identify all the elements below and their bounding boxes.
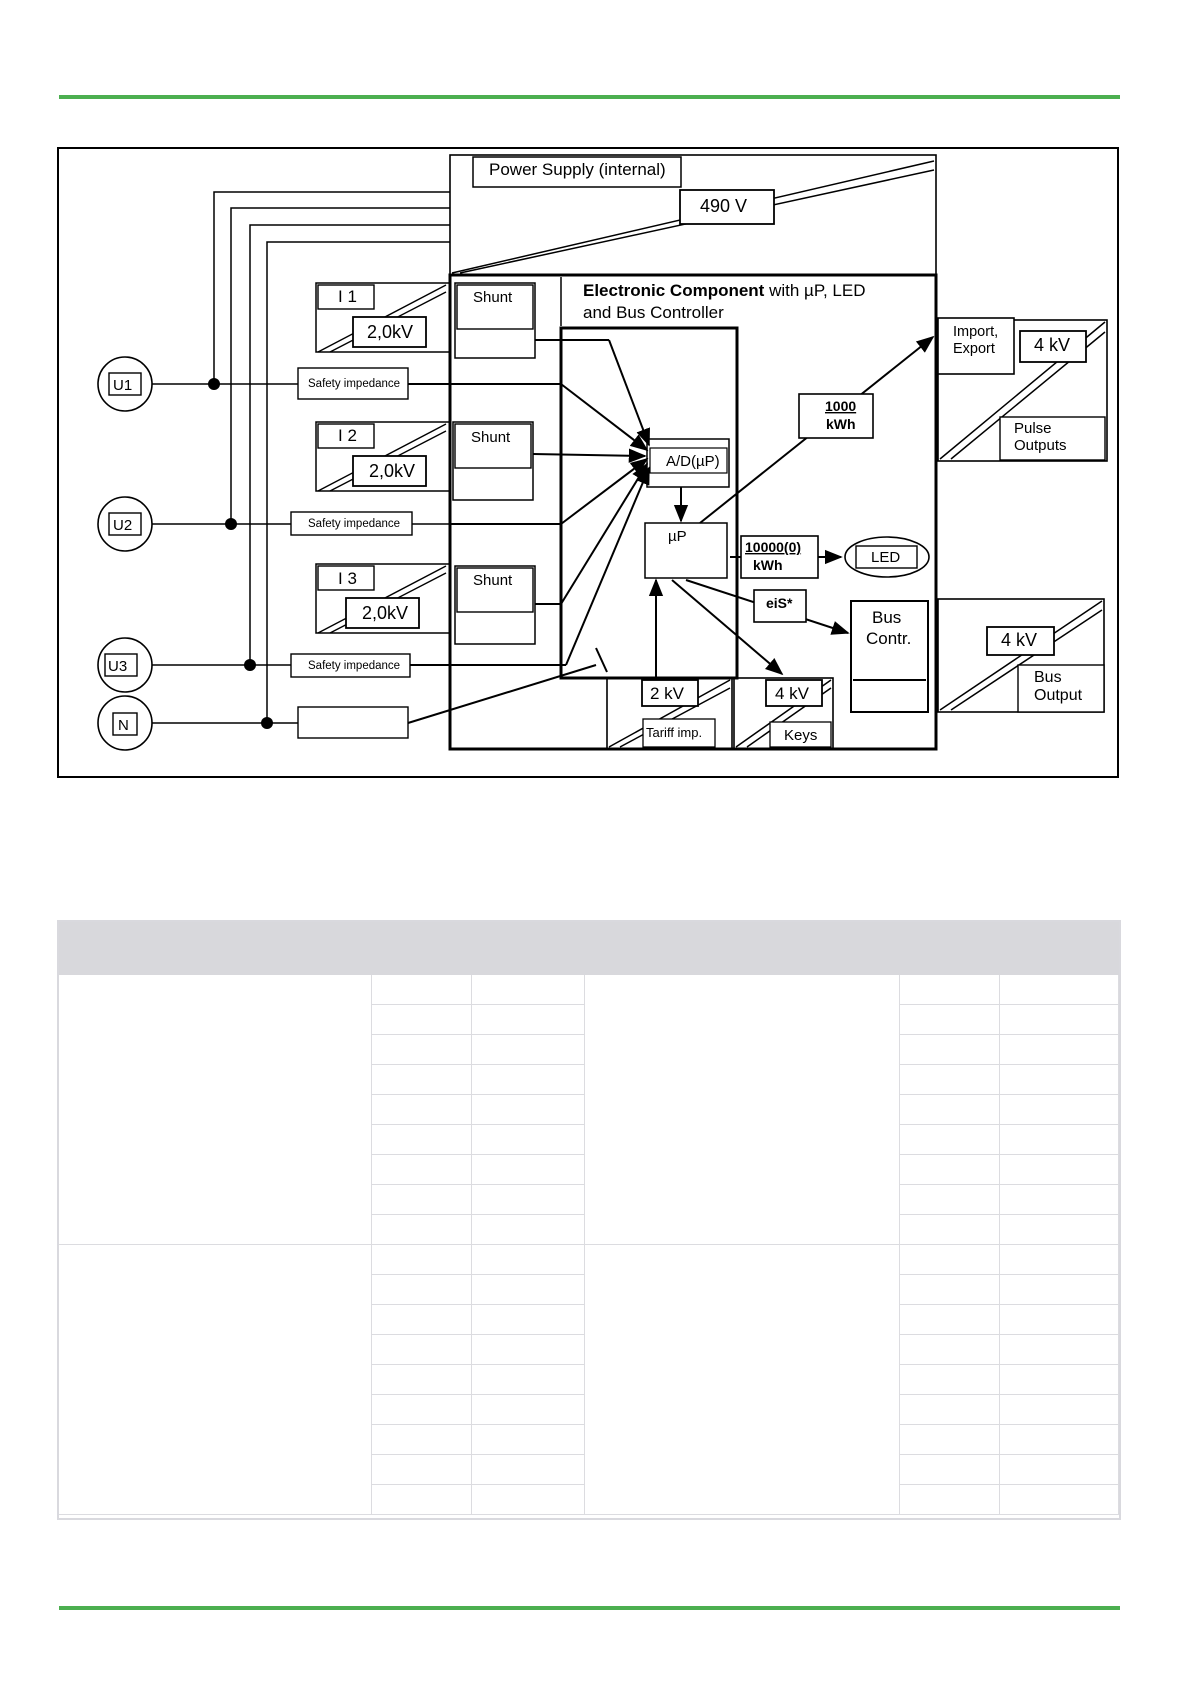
bus-output-label-2: Output	[1034, 687, 1083, 704]
microprocessor-label: µP	[668, 528, 687, 545]
bus-controller	[851, 601, 928, 712]
shunt-label-2: Shunt	[471, 429, 511, 446]
table-cell	[372, 1335, 472, 1365]
table-cell	[372, 1125, 472, 1155]
table-cell	[372, 1305, 472, 1335]
table-cell	[900, 1035, 1000, 1065]
table-cell	[372, 975, 472, 1005]
power-supply-label: Power Supply (internal)	[489, 160, 666, 179]
table-cell	[372, 1155, 472, 1185]
table-cell	[372, 1065, 472, 1095]
table-cell	[472, 975, 585, 1005]
current-block-i1	[316, 283, 535, 358]
table-cell	[372, 1425, 472, 1455]
keys-kv: 4 kV	[775, 684, 810, 703]
safety-impedance-label-1: Safety impedance	[308, 378, 401, 390]
phase-label-n: N	[118, 717, 129, 734]
safety-impedance-1	[298, 368, 408, 399]
table-cell	[900, 1065, 1000, 1095]
table-cell	[472, 1485, 585, 1515]
table-cell	[372, 1035, 472, 1065]
supply-voltage-label: 490 V	[700, 196, 748, 216]
table-cell	[472, 1065, 585, 1095]
pulse-output-kv: 4 kV	[1034, 335, 1071, 355]
table-cell	[900, 975, 1000, 1005]
pulse-output-block	[938, 318, 1107, 461]
table-cell	[372, 1275, 472, 1305]
table-cell	[900, 1365, 1000, 1395]
table-cell	[372, 1395, 472, 1425]
table-cell	[1000, 1395, 1119, 1425]
table-cell	[472, 1365, 585, 1395]
pulse-outputs-label-2: Outputs	[1014, 437, 1067, 454]
table-cell	[372, 1365, 472, 1395]
table-cell	[1000, 1095, 1119, 1125]
table-cell	[900, 1185, 1000, 1215]
bus-controller-label-1: Bus	[872, 608, 902, 627]
table-cell	[900, 1005, 1000, 1035]
phase-label-u1: U1	[113, 377, 133, 394]
table-cell	[1000, 1335, 1119, 1365]
table-cell	[900, 1215, 1000, 1245]
bottom-green-rule	[59, 1606, 1120, 1610]
tariff-input-block	[607, 678, 732, 749]
table-cell	[472, 1035, 585, 1065]
table-cell	[1000, 1065, 1119, 1095]
table-cell	[472, 1395, 585, 1425]
table-cell	[1000, 1035, 1119, 1065]
table-cell-merged	[585, 975, 900, 1245]
diagram-frame	[58, 148, 1118, 777]
electronic-component-title-line2: and Bus Controller	[583, 303, 724, 322]
electronic-component-title-rest: with µP, LED	[764, 281, 866, 300]
current-voltage-i2: 2,0kV	[369, 461, 416, 481]
table-cell	[1000, 1365, 1119, 1395]
table-cell	[472, 1215, 585, 1245]
current-label-i2: I 2	[338, 426, 357, 445]
phase-terminal-u1	[98, 357, 152, 411]
table-cell	[1000, 975, 1119, 1005]
bus-output-label-1: Bus	[1034, 669, 1062, 686]
junction-dots	[208, 378, 273, 729]
bus-output-kv: 4 kV	[1001, 630, 1038, 650]
ad-converter-label: A/D(µP)	[666, 453, 720, 470]
table-cell	[1000, 1275, 1119, 1305]
current-block-i2	[316, 422, 533, 500]
current-voltage-i1: 2,0kV	[367, 322, 414, 342]
table-cell	[372, 1185, 472, 1215]
pulse-constant-10000	[741, 536, 818, 578]
table-cell	[900, 1305, 1000, 1335]
table-cell	[1000, 1455, 1119, 1485]
current-block-i3	[316, 564, 535, 644]
table-cell	[900, 1275, 1000, 1305]
table-cell	[1000, 1185, 1119, 1215]
table-cell	[1000, 1215, 1119, 1245]
table-cell	[1000, 1005, 1119, 1035]
current-label-i1: I 1	[338, 287, 357, 306]
table-cell	[472, 1005, 585, 1035]
table-header	[59, 922, 1119, 975]
pulse-outputs-label-1: Pulse	[1014, 420, 1052, 437]
table-cell	[472, 1275, 585, 1305]
table-cell	[372, 1245, 472, 1275]
phase-terminal-n	[98, 696, 152, 750]
led-indicator	[845, 537, 929, 577]
table-cell	[1000, 1485, 1119, 1515]
neutral-impedance	[298, 707, 408, 738]
table-cell	[900, 1155, 1000, 1185]
phase-label-u3: U3	[108, 658, 128, 675]
table-cell	[900, 1095, 1000, 1125]
empty-table	[57, 920, 1121, 1520]
eis-label: eiS*	[766, 595, 793, 611]
electronic-component-title-bold: Electronic Component	[583, 281, 765, 300]
microprocessor	[645, 523, 727, 578]
table-cell	[1000, 1425, 1119, 1455]
table-cell	[472, 1335, 585, 1365]
import-export-label-2: Export	[953, 341, 995, 357]
safety-impedance-label-3: Safety impedance	[308, 660, 401, 672]
pulse-constant-1000-value: 1000	[825, 398, 857, 414]
table-cell	[900, 1395, 1000, 1425]
ad-converter	[647, 439, 729, 487]
table-cell	[900, 1125, 1000, 1155]
safety-impedance-3	[291, 654, 410, 677]
current-label-i3: I 3	[338, 569, 357, 588]
tariff-kv: 2 kV	[650, 684, 685, 703]
table-cell	[472, 1455, 585, 1485]
pulse-constant-1000-unit: kWh	[826, 416, 856, 432]
table-cell	[472, 1305, 585, 1335]
table-cell	[472, 1245, 585, 1275]
table-cell	[1000, 1155, 1119, 1185]
table-cell	[1000, 1305, 1119, 1335]
pulse-constant-1000	[799, 394, 873, 438]
keys-block	[734, 678, 833, 749]
table-cell	[900, 1425, 1000, 1455]
table-cell	[1000, 1125, 1119, 1155]
table-cell	[900, 1455, 1000, 1485]
keys-label: Keys	[784, 727, 818, 744]
table-cell	[900, 1245, 1000, 1275]
table-cell	[372, 1455, 472, 1485]
table-cell	[900, 1485, 1000, 1515]
table-cell	[372, 1095, 472, 1125]
table-cell	[472, 1425, 585, 1455]
phase-terminal-u3	[98, 638, 152, 692]
table-cell-merged	[59, 1245, 372, 1515]
bus-output-block	[938, 599, 1104, 712]
table-cell-merged	[59, 975, 372, 1245]
table-cell	[472, 1185, 585, 1215]
table-cell-merged	[585, 1245, 900, 1515]
led-label: LED	[871, 549, 901, 566]
pulse-constant-10000-unit: kWh	[753, 557, 783, 573]
safety-impedance-2	[291, 512, 412, 535]
safety-impedance-label-2: Safety impedance	[308, 518, 401, 530]
table-cell	[900, 1335, 1000, 1365]
pulse-constant-10000-value: 10000(0)	[745, 539, 802, 555]
tariff-label: Tariff imp.	[646, 725, 703, 740]
table-cell	[372, 1005, 472, 1035]
phase-terminal-u2	[98, 497, 152, 551]
eis-block	[754, 590, 806, 622]
table-cell	[372, 1215, 472, 1245]
electronic-component-title	[583, 281, 866, 300]
table-cell	[472, 1095, 585, 1125]
phase-label-u2: U2	[113, 517, 133, 534]
table-cell	[472, 1155, 585, 1185]
table-cell	[1000, 1245, 1119, 1275]
power-supply-block	[450, 155, 936, 275]
table-cell	[472, 1125, 585, 1155]
import-export-label-1: Import,	[953, 324, 999, 340]
table-cell	[372, 1485, 472, 1515]
current-voltage-i3: 2,0kV	[362, 603, 409, 623]
shunt-label-1: Shunt	[473, 289, 513, 306]
block-diagram	[0, 0, 1191, 790]
shunt-label-3: Shunt	[473, 572, 513, 589]
bus-controller-label-2: Contr.	[866, 629, 912, 648]
